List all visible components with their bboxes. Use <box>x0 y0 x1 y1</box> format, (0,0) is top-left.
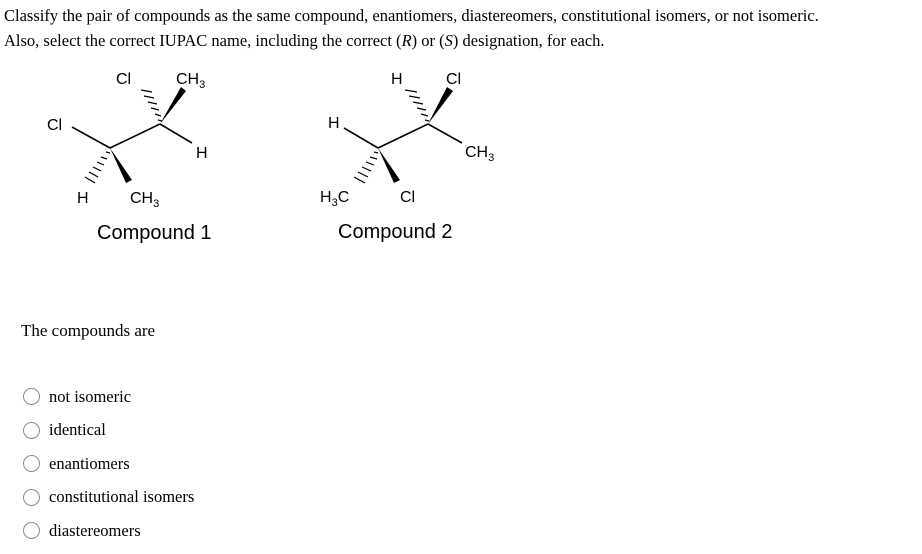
compound-1-bond-to-h <box>160 124 192 143</box>
compound-1-ch3-top: $CH_3$ <box>176 71 206 91</box>
option-identical[interactable] <box>23 414 194 448</box>
compound-1-bond-to-cl-left <box>72 127 110 148</box>
compound-1-cl-left: Cl <box>47 117 63 134</box>
question-line-2-c: ) designation, for each. <box>452 31 605 50</box>
radio-button[interactable] <box>23 489 40 506</box>
compound-2-wedge-cl-bottom <box>378 148 400 183</box>
question-line-1: Classify the pair of compounds as the same compound, enantiomers, diastereomers, constitutional isomers, or not isomeric. <box>4 6 819 25</box>
r-designation: R <box>401 31 412 50</box>
option-label[interactable]: not isomeric <box>49 386 132 406</box>
compound-1-wedge-ch3 <box>160 87 186 124</box>
option-label[interactable]: enantiomers <box>49 453 130 473</box>
compound-2-hash-ch3-bottom <box>354 152 378 183</box>
compound-1-hash-cl-top <box>141 90 162 121</box>
compound-1-cl-top: Cl <box>116 71 132 88</box>
compound-2-cl-bottom: Cl <box>400 189 416 206</box>
radio-button[interactable] <box>23 522 40 539</box>
compound-2-h3c-bottom: $H_3C$ <box>320 189 350 209</box>
question-line-2-b: ) or ( <box>411 31 445 50</box>
compound-1-h-right: H <box>196 145 208 162</box>
option-label[interactable]: diastereomers <box>49 520 141 540</box>
compound-2-structure <box>320 71 494 243</box>
compound-2-h-left: H <box>328 115 340 132</box>
option-enantiomers[interactable] <box>23 447 194 481</box>
compound-2-bond-to-ch3 <box>428 124 462 143</box>
compound-1-ch3-bottom: $CH_3$ <box>130 190 160 210</box>
compound-1-h-bottom: H <box>77 190 89 207</box>
option-constitutional-isomers[interactable] <box>23 481 194 515</box>
compound-1-hash-h-bottom <box>85 152 110 183</box>
compound-1-central-bond <box>110 124 160 148</box>
radio-button[interactable] <box>23 455 40 472</box>
compound-2-central-bond <box>378 124 428 148</box>
option-diastereomers[interactable] <box>23 514 194 548</box>
option-label[interactable]: identical <box>49 420 106 440</box>
compound-2-bond-to-h-left <box>344 128 378 148</box>
question-line-2-a: Also, select the correct IUPAC name, including the correct ( <box>4 31 402 50</box>
compound-2-h-top: H <box>391 71 403 88</box>
compound-2-wedge-cl-top <box>428 87 453 124</box>
radio-button[interactable] <box>23 388 40 405</box>
compound-1-structure <box>47 71 212 244</box>
compound-2-caption: Compound 2 <box>338 221 453 243</box>
option-not-isomeric[interactable] <box>23 380 194 414</box>
compound-2-hash-h-top <box>405 90 429 121</box>
radio-button[interactable] <box>23 422 40 439</box>
compound-1-caption: Compound 1 <box>97 222 212 244</box>
compound-1-wedge-ch3-bottom <box>110 148 132 183</box>
compound-2-cl-top: Cl <box>446 71 462 88</box>
answer-prompt: The compounds are <box>21 321 156 340</box>
answer-options <box>23 380 194 548</box>
option-label[interactable]: constitutional isomers <box>49 487 195 507</box>
compound-2-ch3-right: $CH_3$ <box>465 144 495 164</box>
s-designation: S <box>444 31 453 50</box>
